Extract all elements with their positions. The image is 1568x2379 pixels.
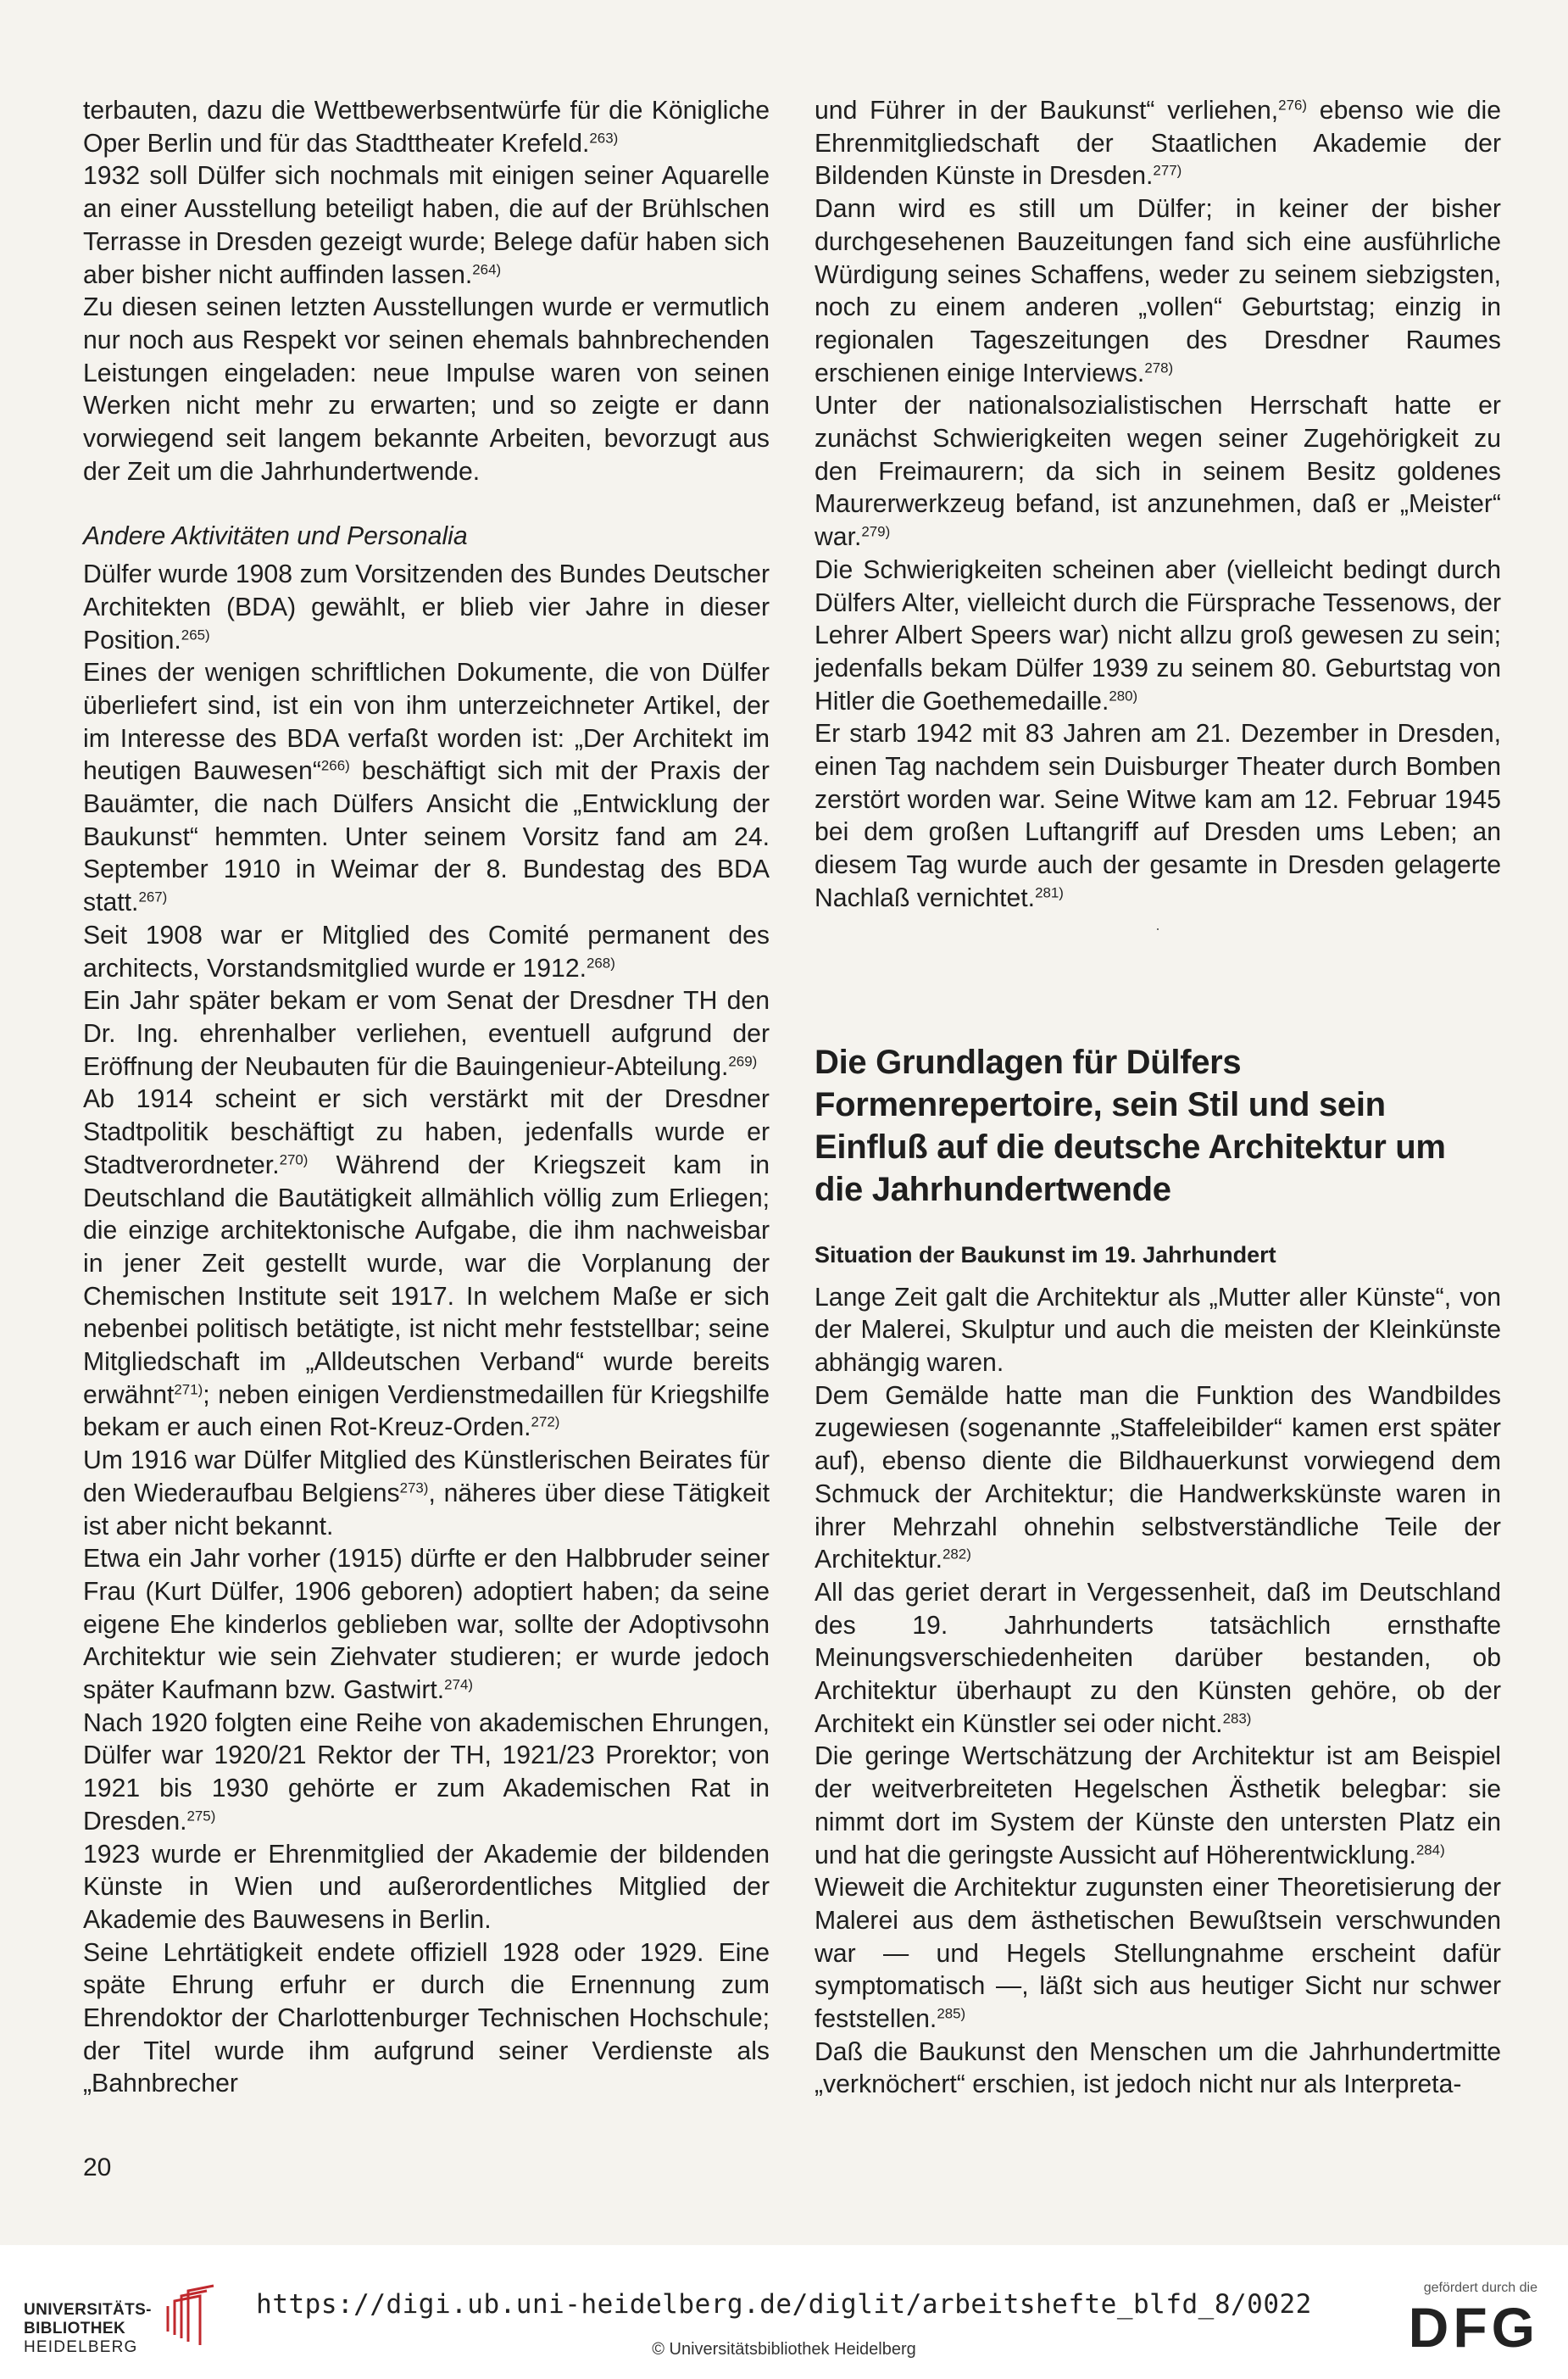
footnote-ref: 263) bbox=[589, 130, 619, 147]
body-paragraph: Dann wird es still um Dülfer; in keiner der bisher durchgesehenen Bauzeitungen fand sich eine ausführliche Würdigung seines Schaffens, weder zu seinem siebzigsten, noch zu einem anderen „vollen“ Geburtstag; einzig in regionalen Tageszeitungen des Dresdner Raumes erschienen einige Interviews.$^{278)}$ bbox=[815, 195, 1501, 387]
body-paragraph: Dem Gemälde hatte man die Funktion des Wandbildes zugewiesen (sogenannte „Staffeleibilder“ kamen erst später auf), ebenso diente die Bildhauerkunst vorwiegend dem Schmuck der Architektur; die Handwerkskünste waren in ihrer Mehrzahl ohnehin selbstverständliche Teile der Architektur.$^{282)}$ bbox=[815, 1381, 1501, 1574]
subsection-heading: Andere Aktivitäten und Personalia bbox=[83, 522, 468, 551]
body-paragraph: Seit 1908 war er Mitglied des Comité permanent des architects, Vorstandsmitglied wurde er 1912.$^{268)}$ bbox=[83, 921, 770, 983]
digitization-footer bbox=[0, 2245, 1568, 2379]
footnote-ref: 280) bbox=[1109, 688, 1138, 705]
body-paragraph: 1932 soll Dülfer sich nochmals mit einigen seiner Aquarelle an einer Ausstellung beteiligt haben, die auf der Brühlschen Terrasse in Dresden gezeigt wurde; Belege dafür haben sich aber bisher nicht auffinden lassen.$^{264)}$ bbox=[83, 162, 770, 289]
footnote-ref: 283) bbox=[1222, 1710, 1252, 1727]
separator-mark: · bbox=[1155, 919, 1160, 937]
footnote-ref: 278) bbox=[1144, 359, 1174, 376]
body-paragraph: Etwa ein Jahr vorher (1915) dürfte er den Halbbruder seiner Frau (Kurt Dülfer, 1906 geboren) adoptiert haben; da seine eigene Ehe kinderlos geblieben war, sollte der Adoptivsohn Architektur wie sein Ziehvater studieren; er wurde jedoch später Kaufmann bzw. Gastwirt.$^{274)}$ bbox=[83, 1545, 770, 1705]
body-paragraph: Seine Lehrtätigkeit endete offiziell 1928 oder 1929. Eine späte Ehrung erfuhr er durch die Ernennung zum Ehrendoktor der Charlottenburger Technischen Hochschule; der Titel wurde ihm aufgrund seiner Verdienste als „Bahnbrecher bbox=[83, 1938, 770, 2098]
body-paragraph: Die Schwierigkeiten scheinen aber (vielleicht bedingt durch Dülfers Alter, vielleicht durch die Fürsprache Tessenows, der Lehrer Albert Speers war) nicht allzu groß gewesen zu sein; jedenfalls bekam Dülfer 1939 zu seinem 80. Geburtstag von Hitler die Goethemedaille.$^{280)}$ bbox=[815, 555, 1501, 716]
body-paragraph: All das geriet derart in Vergessenheit, daß im Deutschland des 19. Jahrhunderts tatsächlich ernsthafte Meinungsverschiedenheiten darüber bestanden, ob Architektur überhaupt zu den Künsten gehöre, ob der Architekt ein Künstler sei oder nicht.$^{283)}$ bbox=[815, 1578, 1501, 1738]
footnote-ref: 276) bbox=[1278, 97, 1308, 114]
copyright-notice: © Universitätsbibliothek Heidelberg bbox=[652, 2340, 916, 2359]
footnote-ref: 273) bbox=[399, 1479, 429, 1496]
body-paragraph: Dülfer wurde 1908 zum Vorsitzenden des Bundes Deutscher Architekten (BDA) gewählt, er blieb vier Jahre in dieser Position.$^{265)}$ bbox=[83, 560, 770, 655]
funding-note: gefördert durch die bbox=[1423, 2281, 1537, 2295]
body-paragraph: Ab 1914 scheint er sich verstärkt mit der Dresdner Stadtpolitik beschäftigt zu haben, jedenfalls wurde er Stadtverordneter.$^{270)}$ Während der Kriegszeit kam in Deutschland die Bautätigkeit allmählich völlig zum Erliegen; die einzige architektonische Aufgabe, die ihm nachweisbar in jener Zeit gestellt wurde, war die Vorplanung der Chemischen Institute seit 1917. In welchem Maße er sich nebenbei politisch betätigte, ist nicht mehr feststellbar; seine Mitgliedschaft im „Alldeutschen Verband“ wurde bereits erwähnt$^{271)}$; neben einigen Verdienstmedaillen für Kriegshilfe bekam er auch einen Rot-Kreuz-Orden.$^{272)}$ bbox=[83, 1085, 770, 1442]
footnote-ref: 271) bbox=[174, 1381, 203, 1398]
footnote-ref: 277) bbox=[1153, 162, 1182, 179]
right-text-column bbox=[815, 95, 1501, 2102]
footnote-ref: 279) bbox=[861, 523, 891, 540]
body-paragraph: Lange Zeit galt die Architektur als „Mutter aller Künste“, von der Malerei, Skulptur und auch die meisten der Kleinkünste abhängig waren. bbox=[815, 1283, 1501, 1377]
footnote-ref: 264) bbox=[472, 261, 502, 278]
footnote-ref: 267) bbox=[138, 889, 168, 905]
footnote-ref: 268) bbox=[587, 955, 615, 972]
body-paragraph: Wieweit die Architektur zugunsten einer Theoretisierung der Malerei aus dem ästhetischen Bewußtsein verschwunden war — und Hegels Stellungnahme erscheint dafür symptomatisch —, läßt sich aus heutiger Sicht nur schwer feststellen.$^{285)}$ bbox=[815, 1874, 1501, 2034]
body-paragraph: Zu diesen seinen letzten Ausstellungen wurde er vermutlich nur noch aus Respekt vor seinen ehemals bahnbrechenden Leistungen eingeladen: neue Impulse waren von seinen Werken nicht mehr zu erwarten; und so zeigte er dann vorwiegend seit langem bekannte Arbeiten, bevorzugt aus der Zeit um die Jahrhundertwende. bbox=[83, 293, 770, 486]
library-name: UNIVERSITÄTS- BIBLIOTHEK HEIDELBERG bbox=[24, 2301, 152, 2356]
footnote-ref: 284) bbox=[1415, 1841, 1445, 1858]
body-paragraph: Er starb 1942 mit 83 Jahren am 21. Dezember in Dresden, einen Tag nachdem sein Duisburger Theater durch Bomben zerstört worden war. Seine Witwe kam am 12. Februar 1945 bei dem großen Luftangriff auf Dresden ums Leben; an diesem Tag wurde auch der gesamte in Dresden gelagerte Nachlaß vernichtet.$^{281)}$ bbox=[815, 720, 1501, 912]
body-paragraph: Ein Jahr später bekam er vom Senat der Dresdner TH den Dr. Ing. ehrenhalber verliehen, eventuell aufgrund der Eröffnung der Neubauten für die Bauingenieur-Abteilung.$^{269)}$ bbox=[83, 987, 770, 1081]
footnote-ref: 285) bbox=[937, 2005, 966, 2022]
source-url-link[interactable]: https://digi.ub.uni-heidelberg.de/diglit/arbeitshefte_blfd_8/0022 bbox=[256, 2289, 1312, 2320]
body-paragraph: und Führer in der Baukunst“ verliehen,$^{276)}$ ebenso wie die Ehrenmitgliedschaft der Staatlichen Akademie der Bildenden Künste in Dresden.$^{277)}$ bbox=[815, 97, 1502, 191]
body-paragraph: Um 1916 war Dülfer Mitglied des Künstlerischen Beirates für den Wiederaufbau Belgiens$^{273)}$, näheres über diese Tätigkeit ist aber nicht bekannt. bbox=[83, 1446, 770, 1540]
footnote-ref: 270) bbox=[279, 1151, 309, 1168]
body-paragraph: Eines der wenigen schriftlichen Dokumente, die von Dülfer überliefert sind, ist ein von ihm unterzeichneter Artikel, der im Interesse des BDA verfaßt worden ist: „Der Architekt im heutigen Bauwesen“$^{266)}$ beschäftigt sich mit der Praxis der Bauämter, die nach Dülfers Ansicht die „Entwicklung der Baukunst“ hemmten. Unter seinem Vorsitz fand am 24. September 1910 in Weimar der 8. Bundestag des BDA statt.$^{267)}$ bbox=[83, 659, 770, 917]
footnote-ref: 275) bbox=[186, 1808, 216, 1825]
chapter-heading: Die Grundlagen für Dülfers Formenrepertoire, sein Stil und sein Einfluß auf die deutsche Architektur um die Jahrhundertwende bbox=[815, 1043, 1446, 1208]
footnote-ref: 281) bbox=[1035, 884, 1064, 901]
left-text-column bbox=[83, 95, 770, 2101]
footnote-ref: 269) bbox=[728, 1053, 758, 1070]
body-paragraph: Daß die Baukunst den Menschen um die Jahrhundertmitte „verknöchert“ erschien, ist jedoch nicht nur als Interpreta- bbox=[815, 2037, 1501, 2099]
body-paragraph: Unter der nationalsozialistischen Herrschaft hatte er zunächst Schwierigkeiten wegen seiner Zugehörigkeit zu den Freimaurern; da sich in seinem Besitz goldenes Maurerwerkzeug befand, ist anzunehmen, daß er „Meister“ war.$^{279)}$ bbox=[815, 392, 1501, 552]
footnote-ref: 266) bbox=[320, 757, 350, 774]
page-number: 20 bbox=[83, 2153, 112, 2181]
body-paragraph: 1923 wurde er Ehrenmitglied der Akademie der bildenden Künste in Wien und außerordentliches Mitglied der Akademie des Bauwesens in Berlin. bbox=[83, 1840, 770, 1934]
body-paragraph: Nach 1920 folgten eine Reihe von akademischen Ehrungen, Dülfer war 1920/21 Rektor der TH, 1921/23 Prorektor; von 1921 bis 1930 gehörte er zum Akademischen Rat in Dresden.$^{275)}$ bbox=[83, 1708, 770, 1836]
footnote-ref: 274) bbox=[444, 1676, 474, 1693]
body-paragraph: Die geringe Wertschätzung der Architektur ist am Beispiel der weitverbreiteten Hegelschen Ästhetik belegbar: sie nimmt dort im System der Künste den untersten Platz ein und hat die geringste Aussicht auf Höherentwicklung.$^{284)}$ bbox=[815, 1742, 1501, 1869]
body-paragraph: terbauten, dazu die Wettbewerbsentwürfe für die Königliche Oper Berlin und für das Stadttheater Krefeld.$^{263)}$ bbox=[83, 97, 770, 158]
dfg-logo: DFG bbox=[1408, 2296, 1539, 2359]
footnote-ref: 265) bbox=[181, 627, 210, 644]
section-heading: Situation der Baukunst im 19. Jahrhundert bbox=[815, 1241, 1276, 1268]
footnote-ref: 272) bbox=[531, 1413, 560, 1430]
footnote-ref: 282) bbox=[942, 1546, 971, 1563]
